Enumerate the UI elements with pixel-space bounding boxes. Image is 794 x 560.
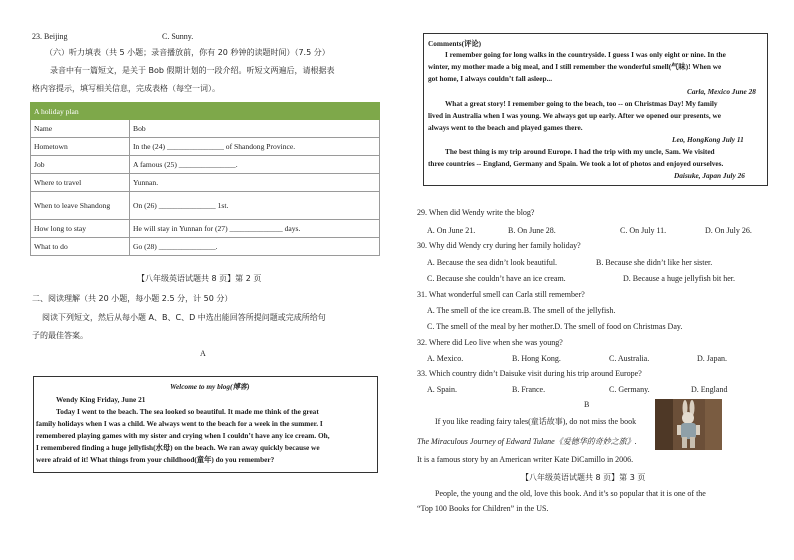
comment-line: winter, my mother made a big meal, and I still remember the wonderful smell(气味)! When we	[428, 62, 722, 71]
comment-signature: Carla, Mexico June 28	[687, 87, 756, 96]
q30-option-b: B. Because she didn’t like her sister.	[596, 258, 713, 267]
question-32: 32. Where did Leo live when she was young?	[417, 338, 563, 347]
row-label: When to leave Shandong	[31, 192, 130, 220]
comment-line: always went to the beach and played games there.	[428, 123, 583, 132]
comment-line: got home, I always couldn’t fall asleep...	[428, 74, 553, 83]
q33-option-d: D. England	[691, 385, 728, 394]
table-row	[31, 192, 380, 220]
table-title: A holiday plan	[31, 103, 380, 120]
q32-option-c: C. Australia.	[609, 354, 650, 363]
row-label: Where to travel	[31, 174, 130, 192]
question-30: 30. Why did Wendy cry during her family holiday?	[417, 241, 581, 250]
section2-heading: 二、阅读理解（共 20 小题，每小题 2.5 分，计 50 分）	[32, 294, 233, 303]
table-row	[31, 238, 380, 256]
comment-line: What a great story! I remember going to the beach, too -- on Christmas Day! My family	[445, 99, 718, 108]
table-row	[31, 156, 380, 174]
passage-a-label: A	[200, 349, 206, 358]
comment-line: lived in Australia when I was young. We always got up early. After we opened our presents, we	[428, 111, 721, 120]
row-value: On (26) _______________ 1st.	[130, 192, 380, 220]
q29-option-b: B. On June 28.	[508, 226, 556, 235]
q23-option-c: C. Sunny.	[162, 32, 194, 41]
row-label: How long to stay	[31, 220, 130, 238]
q29-option-a: A. On June 21.	[427, 226, 476, 235]
blog-line: family holidays when I was a child. We always went to the beach for a week in the summer. I	[36, 419, 323, 428]
comment-signature: Leo, HongKong July 11	[672, 135, 744, 144]
comments-title: Comments(评论)	[428, 39, 482, 48]
row-value: A famous (25) _______________.	[130, 156, 380, 174]
book-illustration-image	[655, 399, 722, 450]
passage-b-line: “Top 100 Books for Children” in the US.	[417, 504, 549, 513]
table-row	[31, 138, 380, 156]
row-value: In the (24) _______________ of Shandong Province.	[130, 138, 380, 156]
blog-line: were afraid of it! What things from your childhood(童年) do you remember?	[36, 455, 275, 464]
passage-b-line: People, the young and the old, love this book. And it’s so popular that it is one of the	[435, 489, 706, 498]
q30-option-c: C. Because she couldn’t have an ice cream.	[427, 274, 566, 283]
q23-option-b: 23. Beijing	[32, 32, 68, 41]
q31-options-ab: A. The smell of the ice cream.B. The smell of the jellyfish.	[427, 306, 616, 315]
table-row	[31, 120, 380, 138]
q30-option-a: A. Because the sea didn’t look beautiful.	[427, 258, 558, 267]
rabbit-figure-icon	[655, 399, 722, 450]
blog-header: Wendy King Friday, June 21	[56, 395, 146, 404]
question-31: 31. What wonderful smell can Carla still remember?	[417, 290, 585, 299]
holiday-plan-table	[30, 102, 380, 256]
q33-option-c: C. Germany.	[609, 385, 650, 394]
row-value: Go (28) _______________.	[130, 238, 380, 256]
section2-intro-line1: 阅读下列短文，然后从每小题 A、B、C、D 中选出能回答所提问题或完成所给句	[42, 313, 326, 322]
comment-signature: Daisuke, Japan July 26	[674, 171, 745, 180]
blog-line: I remembered finding a huge jellyfish(水母) on the beach. We ran away quickly because we	[36, 443, 320, 452]
row-label: Hometown	[31, 138, 130, 156]
row-label: Job	[31, 156, 130, 174]
page-footer-left: 【八年级英语试题共 8 页】第 2 页	[137, 274, 262, 283]
passage-b-label: B	[584, 400, 590, 409]
row-value: He will stay in Yunnan for (27) ______________ days.	[130, 220, 380, 238]
table-row	[31, 220, 380, 238]
section2-intro-line2: 子的最佳答案。	[32, 331, 88, 340]
q32-option-b: B. Hong Kong.	[512, 354, 561, 363]
row-label: What to do	[31, 238, 130, 256]
row-value: Bob	[130, 120, 380, 138]
q31-options-cd: C. The smell of the meal by her mother.D. The smell of food on Christmas Day.	[427, 322, 683, 331]
blog-title: Welcome to my blog(博客)	[170, 382, 250, 391]
q33-option-a: A. Spain.	[427, 385, 457, 394]
comment-line: three countries -- England, Germany and Spain. We took a lot of photos and enjoyed ourselves.	[428, 159, 724, 168]
section6-intro-line1: 录音中有一篇短文，是关于 Bob 假期计划的一段介绍。听短文两遍后，请根据表	[50, 66, 335, 75]
blog-line: remembered playing games with my sister and crying when I couldn’t have any ice cream. Oh,	[36, 431, 330, 440]
row-label: Name	[31, 120, 130, 138]
blog-line: Today I went to the beach. The sea looked so beautiful. It made me think of the great	[56, 407, 319, 416]
q29-option-d: D. On July 26.	[705, 226, 752, 235]
comment-line: The best thing is my trip around Europe. I had the trip with my uncle, Sam. We visited	[445, 147, 715, 156]
table-row	[31, 174, 380, 192]
q33-option-b: B. France.	[512, 385, 546, 394]
q29-option-c: C. On July 11.	[620, 226, 667, 235]
section6-intro-line2: 格内容提示，填写相关信息，完成表格（每空一词）。	[32, 84, 220, 93]
q30-option-d: D. Because a huge jellyfish bit her.	[623, 274, 735, 283]
q32-option-a: A. Mexico.	[427, 354, 464, 363]
q32-option-d: D. Japan.	[697, 354, 727, 363]
row-value: Yunnan.	[130, 174, 380, 192]
passage-b-line: The Miraculous Journey of Edward Tulane《爱德华的奇妙之旅》.	[417, 437, 637, 446]
question-29: 29. When did Wendy write the blog?	[417, 208, 535, 217]
section6-heading: （六）听力填表（共 5 小题；录音播放前，你有 20 秒钟的读题时间）（7.5 分）	[45, 48, 330, 57]
passage-b-line: It is a famous story by an American writer Kate DiCamillo in 2006.	[417, 455, 634, 464]
comment-line: I remember going for long walks in the countryside. I guess I was only eight or nine. In the	[445, 50, 726, 59]
question-33: 33. Which country didn’t Daisuke visit during his trip around Europe?	[417, 369, 642, 378]
page-footer-right: 【八年级英语试题共 8 页】第 3 页	[521, 473, 646, 482]
passage-b-line: If you like reading fairy tales(童话故事), do not miss the book	[435, 417, 637, 426]
